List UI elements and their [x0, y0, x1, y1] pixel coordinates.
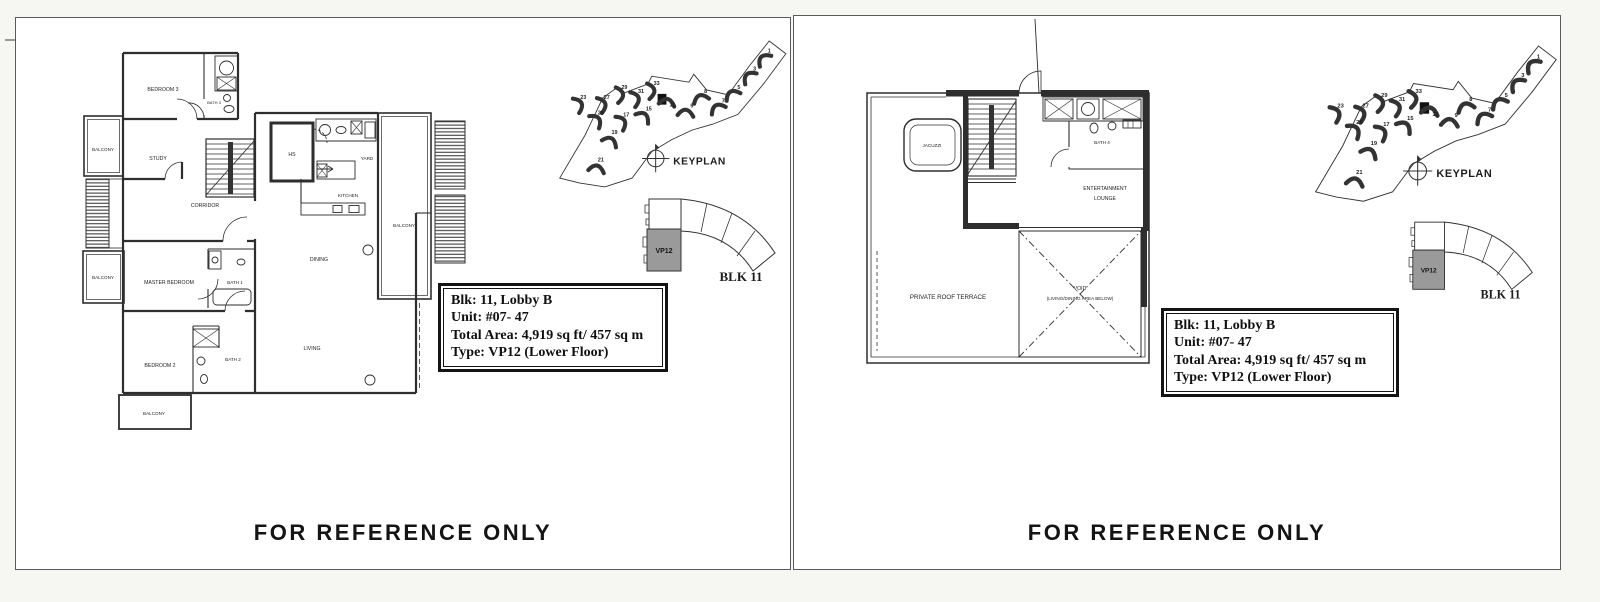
- room-label-terrace: PRIVATE ROOF TERRACE: [909, 294, 987, 301]
- info-type: Type: VP12 (Lower Floor): [1174, 370, 1332, 386]
- room-label-living: LIVING: [303, 346, 321, 352]
- keyplan-block-number: 15: [1407, 115, 1414, 122]
- keyplan-block-number: 31: [1398, 97, 1406, 104]
- info-blk: Blk: 11, Lobby B: [451, 293, 553, 308]
- info-area: Total Area: 4,919 sq ft/ 457 sq m: [1174, 352, 1367, 368]
- fixtures: [1043, 97, 1143, 133]
- keyplan-block-number: 9: [1454, 112, 1458, 119]
- page-lower-floor: [15, 17, 791, 570]
- room-label-jacuzzi: JACUZZI: [922, 143, 942, 148]
- keyplan-block-number: 29: [621, 84, 628, 91]
- page-upper-floor: [793, 15, 1561, 570]
- room-label-lounge-2: LOUNGE: [1094, 196, 1116, 202]
- keyplan-block-number: 27: [603, 94, 610, 101]
- blk11-detail-left: [629, 191, 779, 286]
- footer-right: FOR REFERENCE ONLY: [1027, 520, 1327, 545]
- fixtures: [190, 56, 376, 385]
- stairs-icon: [968, 99, 1016, 183]
- keyplan-block-number: 9: [690, 103, 694, 110]
- keyplan-block-number: 7: [1487, 107, 1492, 114]
- room-label-kitchen: KITCHEN: [337, 193, 359, 198]
- room-label-bath1: BATH 1: [227, 280, 243, 285]
- room-label-yard: YARD: [360, 156, 374, 161]
- keyplan-block-number: 1: [1536, 54, 1541, 61]
- unit-info-box: [438, 283, 668, 372]
- keyplan-right: [1301, 36, 1551, 206]
- unit-highlight-label: VP12: [1420, 267, 1437, 275]
- keyplan-block-number: 7: [721, 98, 725, 105]
- blk11-block-outline: [643, 199, 775, 271]
- keyplan-block-number: 15: [645, 106, 652, 113]
- keyplan-label: KEYPLAN: [673, 156, 726, 168]
- keyplan-block-number: 17: [623, 112, 630, 119]
- keyplan-block-number: 23: [580, 94, 587, 101]
- room-label-bath4: BATH 4: [1094, 140, 1110, 145]
- keyplan-label: KEYPLAN: [1436, 168, 1493, 181]
- lower-floor-plan: [61, 31, 476, 441]
- keyplan-block-number: 11: [669, 102, 676, 109]
- balconies: [83, 113, 465, 429]
- room-label-study: STUDY: [149, 156, 167, 162]
- room-label-balcony: BALCONY: [92, 147, 114, 152]
- keyplan-block-number: 29: [1381, 93, 1388, 100]
- blk11-block-outline: [1409, 222, 1532, 289]
- unit-info-box: [1161, 308, 1399, 397]
- room-label-bath3: BATH 3: [207, 100, 221, 105]
- keyplan-block-number: 25: [597, 110, 604, 117]
- room-label-hs: HS: [288, 152, 296, 158]
- keyplan-block-number: 1: [767, 48, 771, 55]
- keyplan-block-number: 21: [597, 157, 604, 164]
- keyplan-block-number: 27: [1362, 103, 1369, 110]
- room-labels: [92, 87, 415, 416]
- keyplan-block-number: 5: [1504, 93, 1508, 100]
- blk-label: BLK 11: [1480, 287, 1521, 302]
- room-label-balcony: BALCONY: [143, 411, 165, 416]
- keyplan-block-number: 8: [1469, 97, 1473, 104]
- info-blk: Blk: 11, Lobby B: [1174, 318, 1276, 333]
- exterior-walls: [123, 53, 416, 393]
- room-label-corridor: CORRIDOR: [190, 203, 220, 209]
- room-label-bedroom2: BEDROOM 2: [144, 363, 176, 369]
- room-label-balcony: BALCONY: [92, 275, 114, 280]
- room-label-void-2: (LIVING/DINING AREA BELOW): [1046, 296, 1114, 301]
- info-unit: Unit: #07- 47: [1174, 335, 1252, 351]
- upper-floor-plan: [861, 17, 1161, 373]
- keyplan-block-number: 33: [1415, 88, 1422, 95]
- keyplan-left: [546, 29, 781, 194]
- room-label-lounge-1: ENTERTAINMENT: [1083, 186, 1127, 192]
- footer-left: FOR REFERENCE ONLY: [253, 520, 553, 545]
- keyplan-block-number: 21: [1356, 170, 1363, 177]
- keyplan-block-number: 25: [1356, 120, 1363, 127]
- keyplan-block-number: 19: [611, 130, 618, 137]
- info-type: Type: VP12 (Lower Floor): [451, 345, 609, 361]
- keyplan-block-number: 3: [753, 66, 757, 73]
- keyplan-block-number: 17: [1383, 122, 1390, 129]
- room-label-dining: DINING: [309, 257, 329, 263]
- keyplan-block-number: 23: [1337, 103, 1344, 110]
- keyplan-block-number: 3: [1521, 73, 1525, 80]
- room-label-balcony: BALCONY: [393, 223, 415, 228]
- room-label-master-bedroom: MASTER BEDROOM: [144, 280, 194, 286]
- keyplan-block-number: 33: [653, 81, 660, 88]
- keyplan-block-number: 11: [1432, 111, 1439, 118]
- stairs-icon: [206, 139, 254, 197]
- blk-label: BLK 11: [719, 269, 763, 284]
- unit-highlight-label: VP12: [655, 248, 673, 255]
- keyplan-block-number: 31: [637, 88, 644, 95]
- info-unit: Unit: #07- 47: [451, 310, 529, 326]
- keyplan-block-number: 5: [737, 84, 741, 91]
- room-label-bath2: BATH 2: [225, 357, 241, 362]
- keyplan-block-number: 19: [1370, 140, 1378, 147]
- keyplan-block-number: 8: [704, 88, 708, 95]
- room-label-bedroom3: BEDROOM 3: [147, 87, 179, 93]
- room-label-void-1: VOID: [1073, 286, 1087, 292]
- void-cross: [1019, 231, 1141, 357]
- building-walls: [946, 90, 1149, 307]
- blk11-detail-right: [1396, 213, 1536, 305]
- info-area: Total Area: 4,919 sq ft/ 457 sq m: [451, 327, 644, 343]
